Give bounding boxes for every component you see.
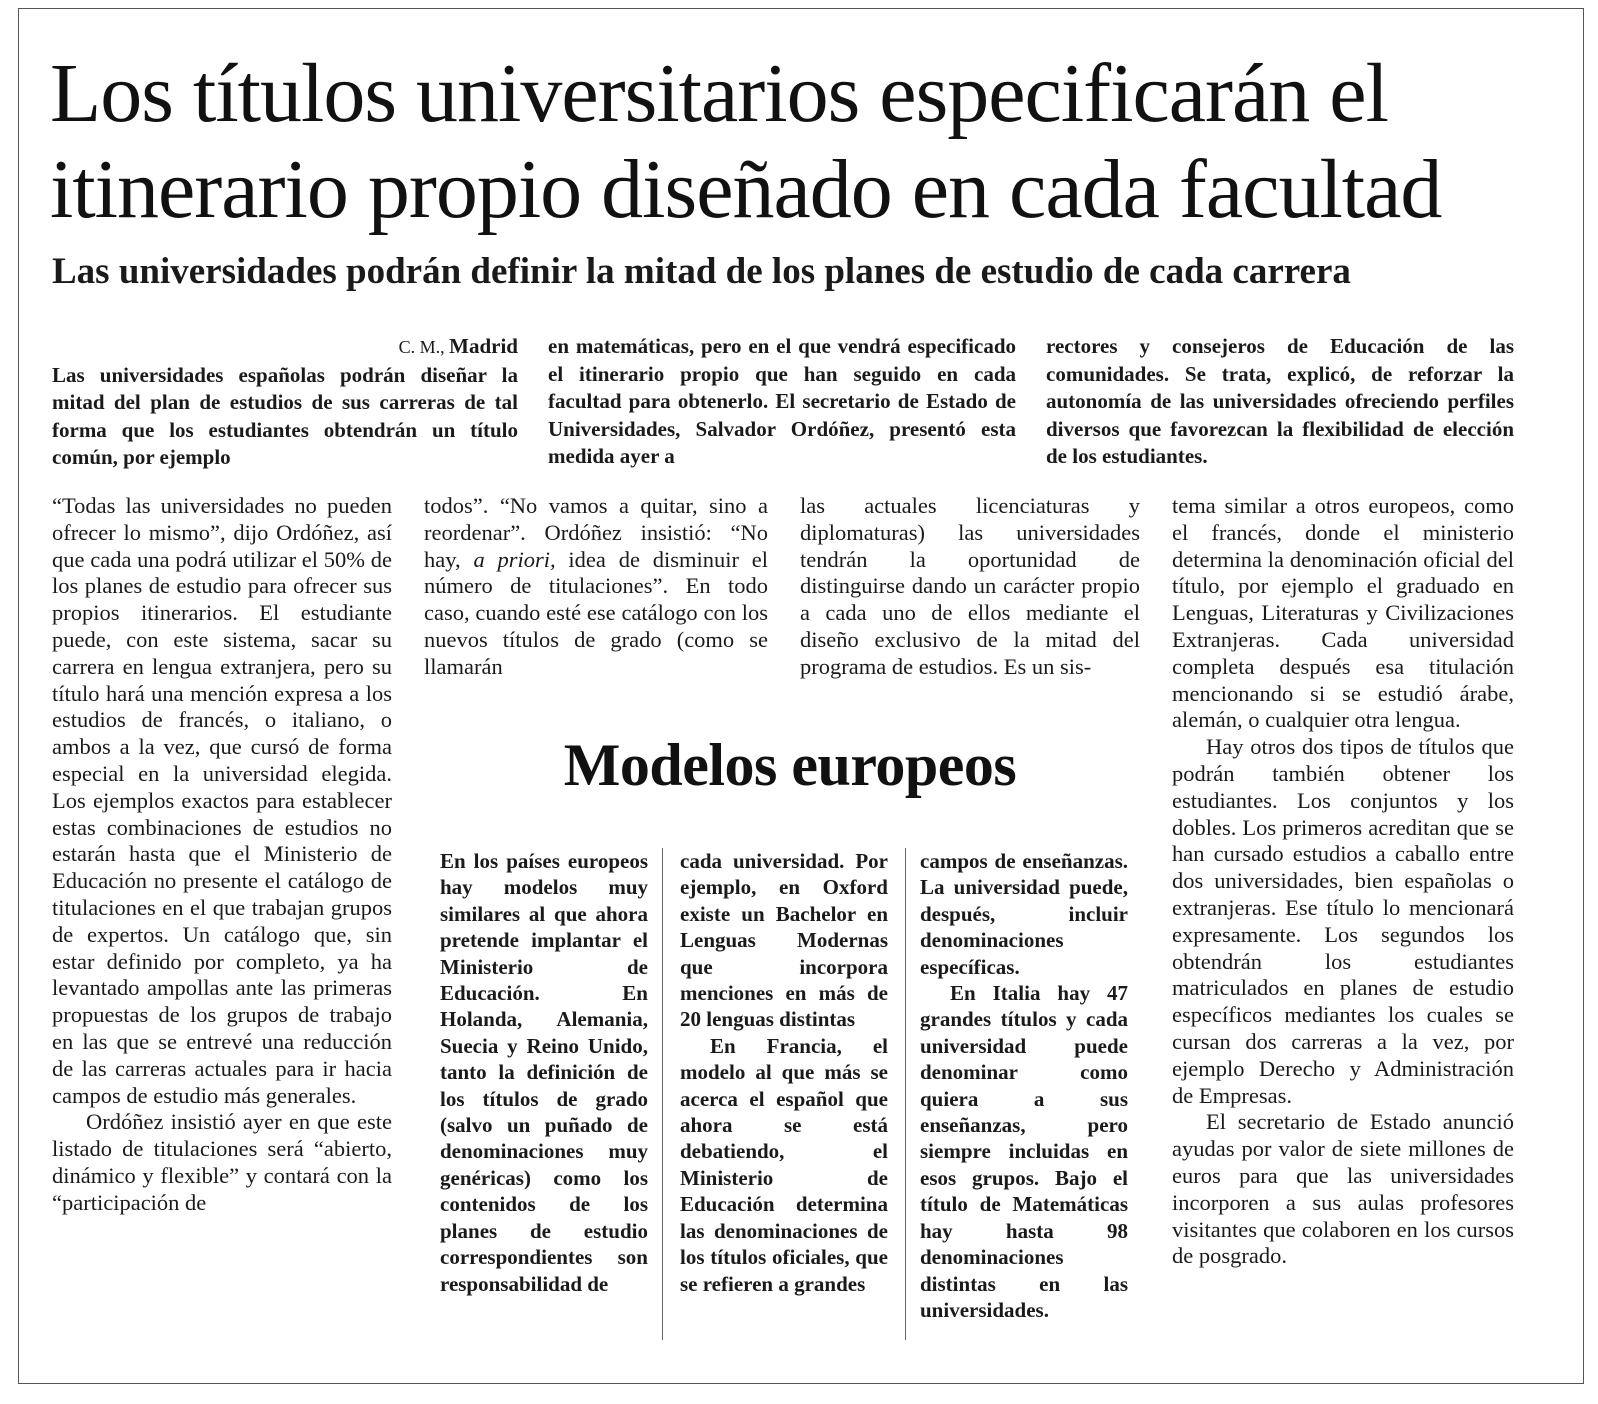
lead-text-2: en matemáticas, pero en el que vendrá especificado el itinerario propio que han seguido en cada facultad para obtenerlo. El secretario de Estado de Universidades, Salvador Ordóñez, presentó esta medida ayer a	[548, 334, 1016, 469]
sidebar-paragraph: En Francia, el modelo al que más se acerca el español que ahora se está debatiendo, el Ministerio de Educación determina las denominaciones de los títulos oficiales, que se refieren a grandes	[680, 1033, 888, 1296]
headline: Los títulos universitarios especificarán el itinerario propio diseñado en cada facultad	[50, 47, 1442, 236]
body-paragraph: Ordóñez insistió ayer en que este listado de titulaciones será “abierto, dinámico y flexible” y contará con la “participación de	[52, 1109, 392, 1215]
body-paragraph: las actuales licenciaturas y diplomaturas) las universidades tendrán la oportunidad de distinguirse dando un carácter propio a cada uno de ellos mediante el diseño exclusivo de la mitad del programa de estudios. Es un sis-	[800, 493, 1140, 679]
body-paragraph	[424, 493, 768, 681]
lead-col-3	[1046, 333, 1514, 471]
body-col-4	[1172, 493, 1514, 1270]
byline	[52, 333, 518, 362]
sidebar-title: Modelos europeos	[563, 732, 1017, 798]
body-col-1	[52, 493, 392, 1217]
body-italic-text: a priori,	[473, 546, 556, 572]
body-paragraph: El secretario de Estado anunció ayudas por valor de siete millones de euros para que las universidades incorporen a sus aulas profesores visitantes que colaboren en los cursos de posgrado.	[1172, 1109, 1514, 1269]
column-rule	[905, 848, 906, 1340]
body-col-3	[800, 493, 1140, 681]
byline-city: Madrid	[449, 334, 518, 358]
sidebar-col-2	[680, 848, 888, 1297]
body-text: idea de disminuir el número de titulaciones”. En todo caso, cuando esté ese catálogo con los nuevos títulos de grado (como se llamarán	[424, 546, 769, 679]
column-rule	[662, 848, 663, 1340]
sidebar-col-3	[920, 848, 1128, 1323]
body-text: todos”. “No vamos a quitar, sino a reordenar”. Ordóñez insistió: “No hay,	[424, 493, 768, 572]
byline-author: C. M.,	[398, 337, 445, 357]
lead-col-2	[548, 333, 1016, 471]
body-paragraph: Hay otros dos tipos de títulos que podrán también obtener los estudiantes. Los conjuntos y los dobles. Los primeros acreditan que se han cursado estudios a caballo entre dos universidades, bien españolas o extranjeras. Ese título lo mencionará expresamente. Los segundos los obtendrán los estudiantes matriculados en planes de estudio específicos mediantes los cuales se cursan dos carreras a la vez, por ejemplo Derecho y Administración de Empresas.	[1172, 734, 1514, 1108]
lead-text-1: Las universidades españolas podrán diseñar la mitad del plan de estudios de sus carreras de tal forma que los estudiantes obtendrán un título común, por ejemplo	[52, 362, 518, 470]
lead-text-3: rectores y consejeros de Educación de las comunidades. Se trata, explicó, de reforzar la autonomía de las universidades ofreciendo perfiles diversos que favorezcan la flexibilidad de elección de los estudiantes.	[1046, 334, 1514, 469]
subheadline: Las universidades podrán definir la mitad de los planes de estudio de cada carrera	[52, 251, 1351, 292]
sidebar-col-1	[440, 848, 648, 1297]
sidebar-paragraph: En Italia hay 47 grandes títulos y cada universidad puede denominar como quiera a sus enseñanzas, pero siempre incluidas en esos grupos. Bajo el título de Matemáticas hay hasta 98 denominaciones distintas en las universidades.	[920, 981, 1128, 1322]
sidebar-paragraph: cada universidad. Por ejemplo, en Oxford existe un Bachelor en Lenguas Modernas que incorpora menciones en más de 20 lenguas distintas	[680, 849, 888, 1032]
body-paragraph: “Todas las universidades no pueden ofrecer lo mismo”, dijo Ordóñez, así que cada una podrá utilizar el 50% de los planes de estudio para ofrecer sus propios itinerarios. El estudiante puede, con este sistema, sacar su carrera en lengua extranjera, pero su título hará una mención expresa a los estudios de francés, o italiano, o ambos a la vez, que cursó de forma especial en la universidad elegida. Los ejemplos exactos para establecer estas combinaciones de estudios no estarán hasta que el Ministerio de Educación no presente el catálogo de titulaciones en el que trabajan grupos de expertos. Un catálogo que, sin estar definido por completo, ya ha levantado ampollas ante las primeras propuestas de los grupos de trabajo en las que se entrevé una reducción de las carreras actuales para ir hacia campos de estudio más generales.	[52, 493, 392, 1108]
sidebar-paragraph: En los países europeos hay modelos muy similares al que ahora pretende implantar el Ministerio de Educación. En Holanda, Alemania, Suecia y Reino Unido, tanto la definición de los títulos de grado (salvo un puñado de denominaciones muy genéricas) como los contenidos de los planes de estudio correspondientes son responsabilidad de	[440, 849, 648, 1296]
sidebar-paragraph: campos de enseñanzas. La universidad puede, después, incluir denominaciones específicas.	[920, 849, 1128, 979]
body-col-2	[424, 493, 768, 681]
lead-col-1	[52, 333, 518, 472]
body-paragraph: tema similar a otros europeos, como el francés, donde el ministerio determina la denominación oficial del título, por ejemplo el graduado en Lenguas, Literaturas y Civilizaciones Extranjeras. Cada universidad completa después esa titulación mencionando si se estudió árabe, alemán, o cualquier otra lengua.	[1172, 493, 1514, 733]
